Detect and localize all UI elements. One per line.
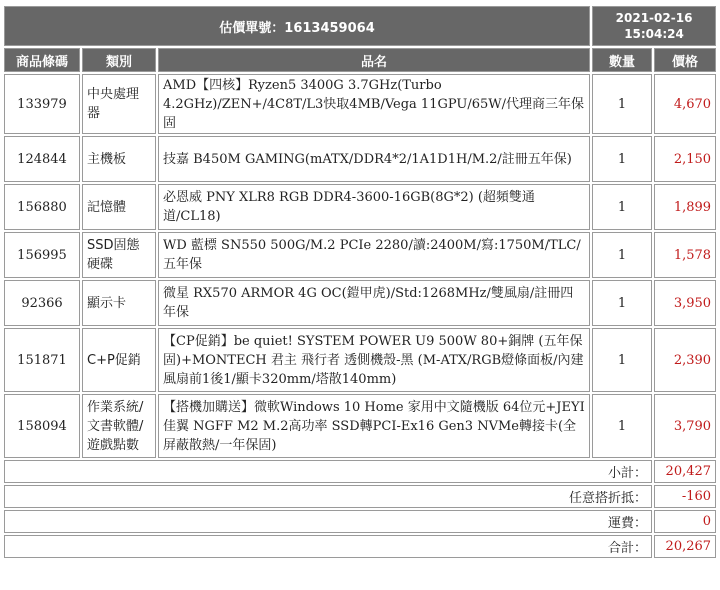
shipping-label: 運費：	[4, 510, 652, 533]
discount-label: 任意搭折抵：	[4, 485, 652, 508]
table-row	[4, 328, 716, 392]
item-price: 3,950	[654, 280, 716, 326]
item-name: 必恩威 PNY XLR8 RGB DDR4-3600-16GB(8G*2) (超頻雙通道/CL18)	[158, 184, 590, 230]
item-price: 3,790	[654, 394, 716, 458]
item-qty: 1	[592, 232, 652, 278]
quote-date: 2021-02-16	[615, 11, 693, 25]
shipping-row	[4, 510, 716, 533]
item-name: AMD【四核】Ryzen5 3400G 3.7GHz(Turbo 4.2GHz)/ZEN+/4C8T/L3快取4MB/Vega 11GPU/65W/代理商三年保固	[158, 74, 590, 134]
table-row	[4, 394, 716, 458]
col-header-name: 品名	[158, 48, 590, 72]
column-header-row	[4, 48, 716, 72]
item-qty: 1	[592, 136, 652, 182]
quote-datetime	[592, 6, 716, 46]
shipping-value: 0	[654, 510, 716, 533]
quote-header-row	[4, 6, 716, 46]
total-row	[4, 535, 716, 558]
quote-number: 估價單號：1613459064	[4, 6, 590, 46]
col-header-qty: 數量	[592, 48, 652, 72]
item-category: 主機板	[82, 136, 156, 182]
col-header-price: 價格	[654, 48, 716, 72]
item-category: SSD固態硬碟	[82, 232, 156, 278]
item-qty: 1	[592, 184, 652, 230]
subtotal-label: 小計：	[4, 460, 652, 483]
item-code: 151871	[4, 328, 80, 392]
table-row	[4, 184, 716, 230]
item-name: WD 藍標 SN550 500G/M.2 PCIe 2280/讀:2400M/寫:1750M/TLC/五年保	[158, 232, 590, 278]
total-label: 合計：	[4, 535, 652, 558]
item-qty: 1	[592, 394, 652, 458]
item-name: 技嘉 B450M GAMING(mATX/DDR4*2/1A1D1H/M.2/註冊五年保)	[158, 136, 590, 182]
item-category: 記憶體	[82, 184, 156, 230]
table-row	[4, 136, 716, 182]
item-code: 133979	[4, 74, 80, 134]
item-price: 2,150	[654, 136, 716, 182]
item-category: 中央處理器	[82, 74, 156, 134]
item-price: 4,670	[654, 74, 716, 134]
col-header-category: 類別	[82, 48, 156, 72]
item-category: 顯示卡	[82, 280, 156, 326]
item-code: 124844	[4, 136, 80, 182]
item-category: 作業系統/文書軟體/遊戲點數	[82, 394, 156, 458]
table-row	[4, 74, 716, 134]
discount-row	[4, 485, 716, 508]
item-code: 92366	[4, 280, 80, 326]
col-header-code: 商品條碼	[4, 48, 80, 72]
item-price: 1,899	[654, 184, 716, 230]
item-code: 156880	[4, 184, 80, 230]
subtotal-value: 20,427	[654, 460, 716, 483]
item-name: 【CP促銷】be quiet! SYSTEM POWER U9 500W 80+銅牌 (五年保固)+MONTECH 君主 飛行者 透側機殼-黑 (M-ATX/RGB燈條面板/內建風扇前1後1/顯卡320mm/塔散140mm)	[158, 328, 590, 392]
subtotal-row	[4, 460, 716, 483]
item-category: C+P促銷	[82, 328, 156, 392]
item-code: 156995	[4, 232, 80, 278]
item-qty: 1	[592, 280, 652, 326]
item-qty: 1	[592, 74, 652, 134]
discount-value: -160	[654, 485, 716, 508]
table-row	[4, 280, 716, 326]
table-row	[4, 232, 716, 278]
quote-table	[2, 4, 718, 560]
item-name: 微星 RX570 ARMOR 4G OC(鎧甲虎)/Std:1268MHz/雙風扇/註冊四年保	[158, 280, 590, 326]
item-name: 【搭機加購送】微軟Windows 10 Home 家用中文隨機版 64位元+JEYI 佳翼 NGFF M2 M.2高功率 SSD轉PCI-Ex16 Gen3 NVMe轉接卡(全屏蔽散熱/一年保固)	[158, 394, 590, 458]
total-value: 20,267	[654, 535, 716, 558]
item-qty: 1	[592, 328, 652, 392]
item-price: 1,578	[654, 232, 716, 278]
item-code: 158094	[4, 394, 80, 458]
quote-time: 15:04:24	[624, 27, 684, 41]
item-price: 2,390	[654, 328, 716, 392]
